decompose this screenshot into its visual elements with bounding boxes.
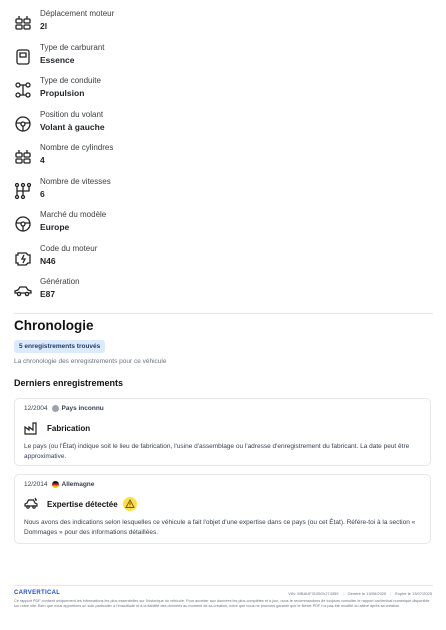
spec-label: Type de conduite (40, 76, 101, 85)
record-description: Nous avons des indications selon lesquelles ce véhicule a fait l'objet d'une expertise dans ce pays (ou cet État). Référe-toi à la section « Dommages » pour des informations détaillées. (24, 519, 416, 536)
spec-gears (14, 176, 434, 210)
record-description: Le pays (ou l'État) indique soit le lieu de fabrication, l'usine d'assemblage ou l'adresse d'enregistrement du fabricant. La date peut être approximative. (24, 443, 410, 460)
record-country: Allemagne (61, 481, 95, 488)
spec-value: Volant à gauche (40, 121, 105, 132)
spec-value: Essence (40, 54, 75, 65)
steering-wheel-icon (14, 115, 32, 133)
chronology-heading: Chronologie (14, 318, 94, 333)
germany-flag-icon (52, 481, 59, 488)
recent-records-heading: Derniers enregistrements (14, 378, 124, 388)
gearbox-icon (14, 182, 32, 200)
record-header (24, 421, 90, 435)
car-damage-icon (24, 497, 38, 511)
spec-label: Type de carburant (40, 42, 105, 52)
footer-expires: Expire le 13/07/2025 (395, 591, 432, 596)
spec-value: 2l (40, 21, 48, 31)
brand-logo: CARVERTICAL (14, 590, 61, 596)
warning-icon (123, 497, 137, 511)
record-date: 12/2004 (24, 405, 48, 412)
spec-generation (14, 276, 434, 310)
footer-vin: VIN: WBAUF31050VJ74359 (288, 591, 339, 596)
spec-label: Nombre de vitesses (40, 176, 111, 186)
record-header (24, 497, 137, 511)
engine-block-icon (14, 14, 32, 32)
spec-value: Europe (40, 222, 70, 232)
footer-meta (284, 591, 432, 596)
footer-generated: Généré le 13/06/2025 (347, 591, 387, 596)
spec-value: N46 (40, 255, 56, 266)
spec-value: E87 (40, 289, 56, 299)
spec-cylinders (14, 142, 434, 176)
spec-market (14, 209, 434, 243)
record-title: Fabrication (47, 423, 91, 433)
chronology-subtitle: La chronologie des enregistrements pour ce véhicule (14, 358, 167, 365)
record-title: Expertise détectée (47, 499, 118, 509)
engine-code-icon (14, 249, 32, 267)
spec-label: Déplacement moteur (40, 9, 115, 18)
spec-engine-code (14, 243, 434, 277)
records-count-badge: 5 enregistrements trouvés (14, 340, 105, 353)
spec-steering-position (14, 109, 434, 143)
spec-label: Marché du modèle (40, 210, 107, 219)
steering-wheel-icon (14, 215, 32, 233)
record-country: Pays inconnu (61, 405, 104, 412)
section-divider (14, 313, 433, 314)
spec-label: Position du volant (40, 109, 104, 119)
vehicle-specs-list (14, 8, 434, 310)
fuel-pump-icon (14, 48, 32, 66)
factory-icon (24, 421, 38, 435)
spec-label: Génération (40, 277, 80, 286)
spec-engine-displacement (14, 8, 434, 42)
car-icon (14, 282, 32, 300)
spec-label: Nombre de cylindres (40, 143, 114, 152)
cylinders-icon (14, 148, 32, 166)
record-date: 12/2014 (24, 481, 48, 488)
record-meta (24, 405, 104, 412)
separator: | (342, 591, 344, 596)
drivetrain-icon (14, 81, 32, 99)
spec-value: 6 (40, 188, 45, 199)
record-meta (24, 481, 94, 488)
footer-disclaimer: Ce rapport PDF contient uniquement les informations les plus essentielles sur l'historique du véhicule. Pour accéder aux données les plus complètes et à jour, nous te recommandons de toujours consulter le rapport carVertical numérique disponible sur notre site. Bien que nous apportions un soin particulier à l'exactitude et à la fiabilité des données au moment de sa création, notre que nous ne pouvons garantir que le fichier PDF n'a pas été modifié ou altéré après sa création. (14, 599, 430, 608)
record-card (14, 398, 431, 466)
spec-fuel-type (14, 42, 434, 76)
spec-value: Propulsion (40, 88, 85, 98)
separator: | (390, 591, 392, 596)
spec-label: Code du moteur (40, 243, 98, 253)
globe-icon (52, 405, 59, 412)
footer-divider (14, 585, 433, 586)
record-card (14, 474, 431, 544)
spec-value: 4 (40, 155, 45, 165)
spec-drive-type (14, 75, 434, 109)
